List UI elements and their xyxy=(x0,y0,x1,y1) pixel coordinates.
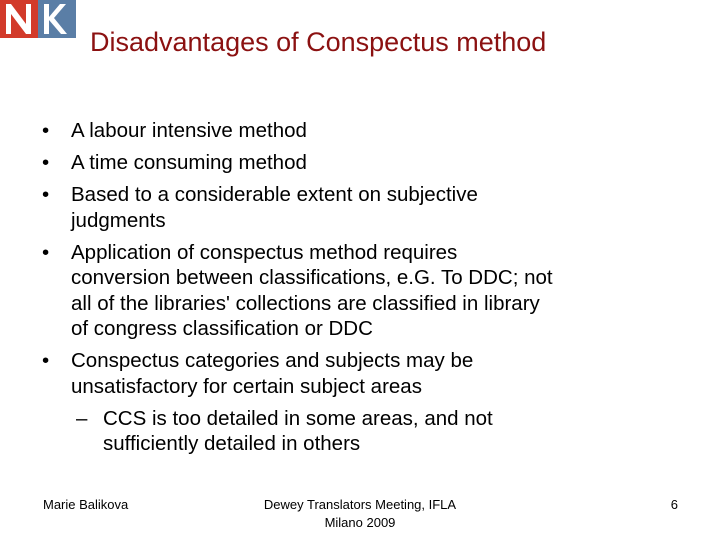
bullet-line: A time consuming method xyxy=(71,151,307,174)
bullet-line: A labour intensive method xyxy=(71,119,307,142)
footer-event-line: Dewey Translators Meeting, IFLA xyxy=(263,497,457,512)
bullet-line: Conspectus categories and subjects may be xyxy=(71,349,474,372)
footer-event xyxy=(230,496,490,532)
bullet-marker: • xyxy=(42,183,50,206)
bullet-line: sufficiently detailed in others xyxy=(103,432,361,455)
bullet-line: of congress classification or DDC xyxy=(71,317,373,340)
nk-logo xyxy=(0,0,76,38)
bullet-marker: • xyxy=(42,240,50,264)
bullet-marker: • xyxy=(42,349,50,372)
bullet-list xyxy=(0,118,720,463)
nk-logo-icon xyxy=(0,0,76,38)
slide-title: Disadvantages of Conspectus method xyxy=(90,27,547,57)
bullet-line: Based to a considerable extent on subjective xyxy=(71,183,478,206)
bullet-line: conversion between classifications, e.G. To DDC; not xyxy=(71,266,553,289)
bullet-item xyxy=(0,150,720,176)
bullet-item xyxy=(0,348,720,399)
bullet-line: Application of conspectus method requires xyxy=(71,240,458,264)
sub-bullet-item xyxy=(0,406,720,457)
bullet-item xyxy=(0,182,720,233)
bullet-item xyxy=(0,240,720,342)
bullet-marker: • xyxy=(42,119,50,142)
bullet-line: CCS is too detailed in some areas, and not xyxy=(103,406,493,430)
bullet-line: unsatisfactory for certain subject areas xyxy=(71,374,422,398)
footer-event-line: Milano 2009 xyxy=(324,515,396,530)
footer-author: Marie Balikova xyxy=(43,497,129,512)
bullet-line: all of the libraries' collections are classified in library xyxy=(71,291,540,315)
dash-marker: – xyxy=(76,406,88,430)
bullet-item xyxy=(0,118,720,144)
page-number: 6 xyxy=(670,497,678,512)
bullet-marker: • xyxy=(42,151,50,174)
bullet-line: judgments xyxy=(71,208,166,232)
